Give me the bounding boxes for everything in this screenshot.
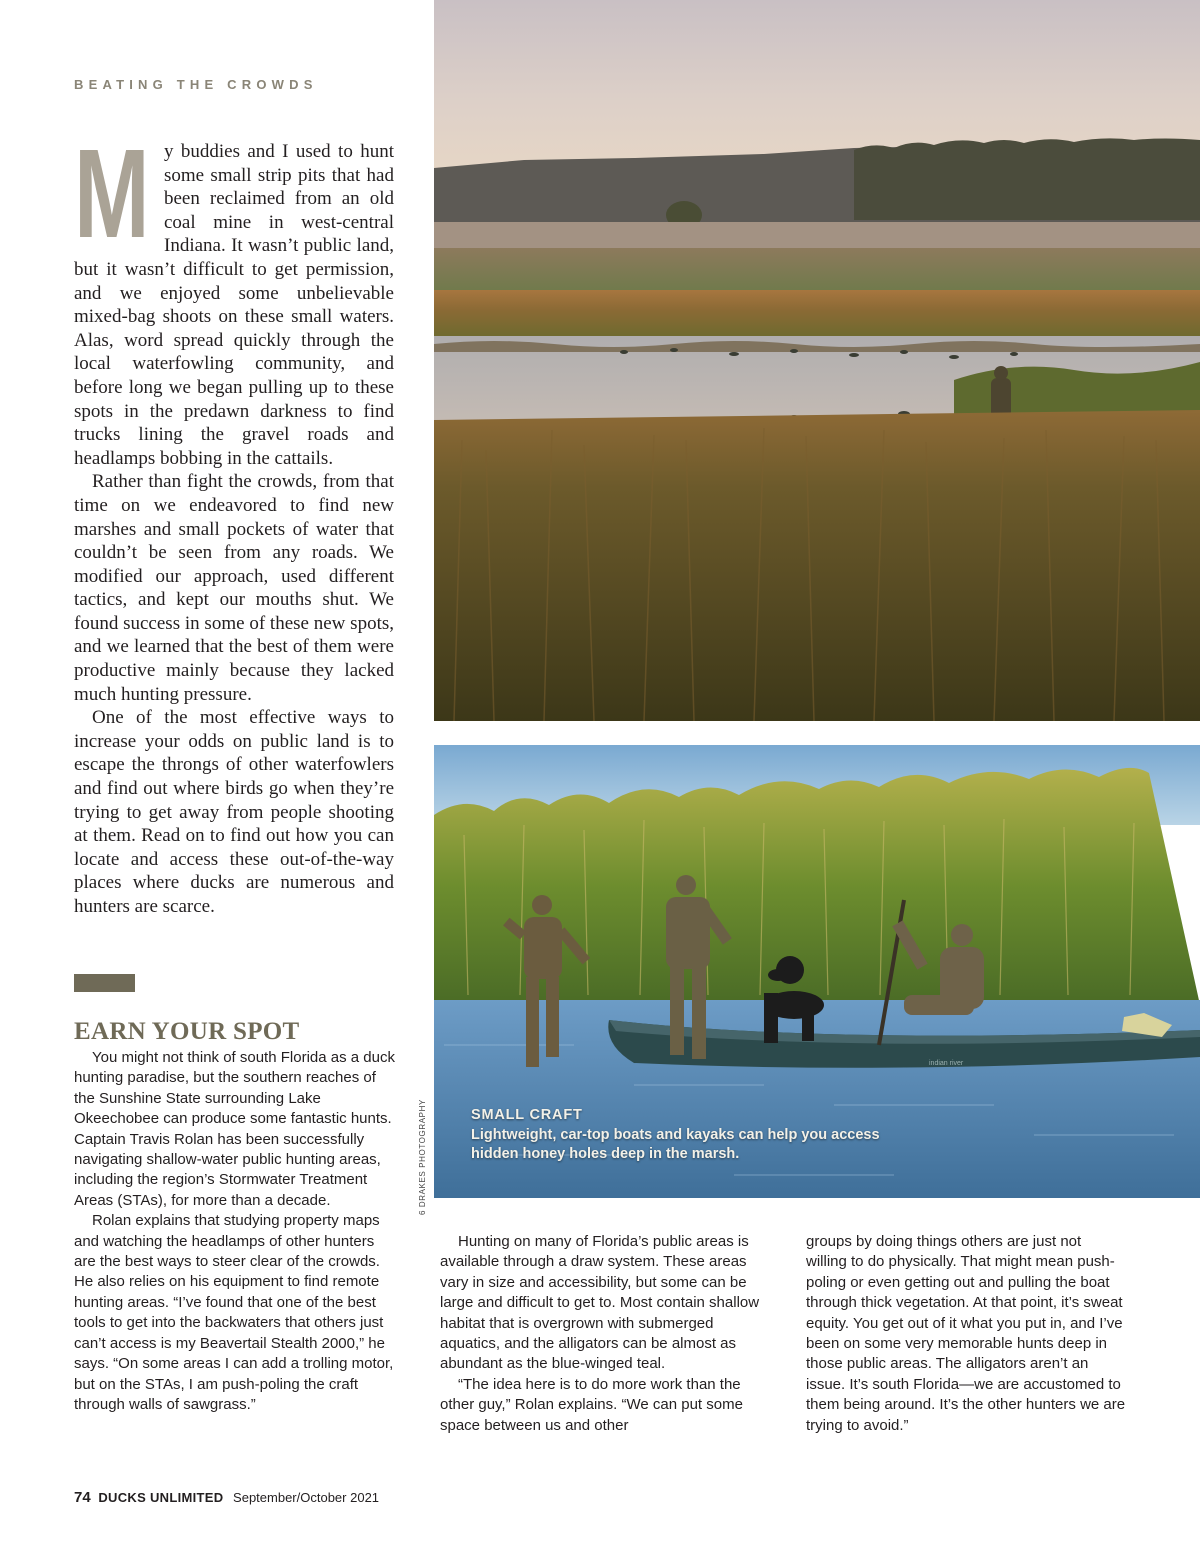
intro-first-text: y buddies and I used to hunt some small strip pits that had been reclaimed from an old coal mine in west-central Indiana. It wasn’t public land, but it wasn’t difficult to get permission, and we enjoyed some unbelievable mixed-bag shoots on these small waters. Alas, word spread quickly through the local waterfowling community, and before long we began pulling up to these spots in the predawn darkness to find trucks lining the gravel roads and headlamps bobbing in the cattails. <box>74 141 394 469</box>
photo-credit: 6 DRAKES PHOTOGRAPHY <box>418 1099 427 1215</box>
body-paragraph: You might not think of south Florida as a duck hunting paradise, but the southern reaches of the Sunshine State surrounding Lake Okeechobee can produce some fantastic hunts. Captain Travis Rolan has been successfully navigating shallow-water public hunting areas, including the region’s Stormwater Treatment Areas (STAs), for more than a decade. <box>74 1049 395 1209</box>
body-paragraph: “The idea here is to do more work than the other guy,” Rolan explains. “We can put some space between us and other <box>440 1375 743 1434</box>
section-heading: EARN YOUR SPOT <box>74 1018 300 1045</box>
body-paragraph: groups by doing things others are just not willing to do physically. That might mean push-poling or even getting out and pulling the boat through thick vegetation. At that point, it’s sweat equity. You get out of it what you put in, and I’ve been on some very memorable hunts deep in those public areas. The alligators aren’t an issue. It’s south Florida—we are accustomed to them being around. It’s the other hunters we are trying to avoid.” <box>806 1233 1126 1434</box>
drop-cap: M <box>74 123 150 264</box>
page-number: 74 <box>74 1489 91 1506</box>
marsh-photo <box>434 0 1200 721</box>
caption-text: Lightweight, car-top boats and kayaks can help you access hidden honey holes deep in the marsh. <box>471 1126 880 1162</box>
body-column-3 <box>806 1232 1126 1436</box>
page-footer <box>74 1489 379 1506</box>
body-paragraph: Hunting on many of Florida’s public areas is available through a draw system. These areas vary in size and accessibility, but some can be large and difficult to get to. Most contain shallow habitat that is overgrown with submerged aquatics, and the alligators can be almost as abundant as the blue-winged teal. <box>440 1233 760 1373</box>
intro-paragraph: One of the most effective ways to increase your odds on public land is to escape the throngs of other waterfowlers and find out where birds go when they’re trying to get away from people shooting at them. Read on to find out how you can locate and access these out-of-the-way places where ducks are numerous and hunters are scarce. <box>74 707 394 917</box>
body-paragraph: Rolan explains that studying property maps and watching the headlamps of other hunters are the best ways to steer clear of the crowds. He also relies on his equipment to find remote hunting areas. “I’ve found that one of the best tools to get into the backwaters that others just can’t access is my Beavertail Stealth 2000,” he says. “On some areas I can add a trolling motor, but on the STAs, I am push-poling the craft through walls of sawgrass.” <box>74 1212 394 1413</box>
section-label: BEATING THE CROWDS <box>74 77 318 92</box>
intro-paragraph <box>74 123 394 470</box>
section-divider-bar <box>74 974 135 992</box>
body-column-2 <box>440 1232 760 1436</box>
photo-caption <box>471 1106 891 1165</box>
caption-title: SMALL CRAFT <box>471 1107 583 1123</box>
magazine-name: DUCKS UNLIMITED <box>98 1490 224 1505</box>
intro-paragraph: Rather than fight the crowds, from that time on we endeavored to find new marshes and small pockets of water that couldn’t be seen from any roads. We modified our approach, used different tactics, and kept our mouths shut. We found success in some of these new spots, and we learned that the best of them were productive mainly because they lacked much hunting pressure. <box>74 471 394 705</box>
body-column-1 <box>74 1048 399 1415</box>
issue-date: September/October 2021 <box>233 1490 380 1505</box>
canoe-brand-text: indian river <box>929 1060 964 1067</box>
intro-text <box>74 123 394 919</box>
